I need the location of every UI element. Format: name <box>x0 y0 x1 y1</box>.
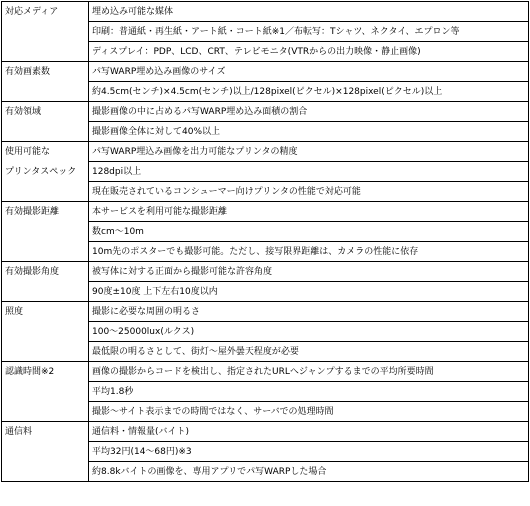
spec-item-label-line: 認識時間※2 <box>5 367 55 377</box>
table-row <box>2 202 529 222</box>
table-row <box>2 302 529 322</box>
spec-item-label-line: 使用可能な <box>5 147 51 157</box>
spec-description: 本サービスを利用可能な撮影距離 <box>89 202 529 222</box>
spec-value: 撮影～サイト表示までの時間ではなく、サーバでの処理時間 <box>89 402 529 422</box>
spec-value: 90度±10度 上下左右10度以内 <box>89 282 529 302</box>
spec-item-label <box>2 102 89 142</box>
spec-description: 通信料・情報量(バイト) <box>89 422 529 442</box>
spec-item-label <box>2 62 89 102</box>
spec-value: 平均32円(14～68円)※3 <box>89 442 529 462</box>
spec-value: 約4.5cm(センチ)×4.5cm(センチ)以上/128pixel(ピクセル)×128pixel(ピクセル)以上 <box>89 82 529 102</box>
spec-value: 平均1.8秒 <box>89 382 529 402</box>
spec-description: パ写WARP埋め込み画像のサイズ <box>89 62 529 82</box>
table-row <box>2 62 529 82</box>
spec-item-label <box>2 202 89 262</box>
spec-item-label-line: 有効撮影距離 <box>5 207 60 217</box>
spec-description: パ写WARP埋込み画像を出力可能なプリンタの精度 <box>89 142 529 162</box>
table-row <box>2 362 529 382</box>
table-row <box>2 102 529 122</box>
spec-value: 数cm～10m <box>89 222 529 242</box>
spec-description: 撮影画像の中に占めるパ写WARP埋め込み面積の割合 <box>89 102 529 122</box>
spec-value: 128dpi以上 <box>89 162 529 182</box>
spec-table-body <box>2 2 529 482</box>
table-row <box>2 422 529 442</box>
spec-item-label <box>2 362 89 422</box>
spec-item-label <box>2 142 89 202</box>
table-row <box>2 2 529 22</box>
table-row <box>2 262 529 282</box>
table-row <box>2 142 529 162</box>
spec-table <box>1 1 529 482</box>
spec-item-label <box>2 262 89 302</box>
spec-description: 埋め込み可能な媒体 <box>89 2 529 22</box>
spec-item-label-line: 通信料 <box>5 427 33 437</box>
spec-item-label <box>2 422 89 482</box>
spec-description: 撮影に必要な周囲の明るさ <box>89 302 529 322</box>
spec-item-label-line: 有効画素数 <box>5 67 51 77</box>
spec-value: 最低限の明るさとして、街灯～屋外曇天程度が必要 <box>89 342 529 362</box>
spec-value: 約8.8kバイトの画像を、専用アプリでパ写WARPした場合 <box>89 462 529 482</box>
spec-value: 100～25000lux(ルクス) <box>89 322 529 342</box>
spec-value: ディスプレイ：PDP、LCD、CRT、テレビモニタ(VTRからの出力映像・静止画像) <box>89 42 529 62</box>
spec-value: 現在販売されているコンシューマー向けプリンタの性能で対応可能 <box>89 182 529 202</box>
spec-value: 撮影画像全体に対して40%以上 <box>89 122 529 142</box>
spec-value: 印刷：普通紙・再生紙・アート紙・コート紙※1／布転写：Tシャツ、ネクタイ、エプロン等 <box>89 22 529 42</box>
spec-value: 10m先のポスターでも撮影可能。ただし、接写限界距離は、カメラの性能に依存 <box>89 242 529 262</box>
spec-item-label <box>2 2 89 62</box>
spec-item-label-line: 照度 <box>5 307 24 317</box>
spec-item-label-line: プリンタスペック <box>5 167 77 177</box>
spec-item-label-line: 対応メディア <box>5 7 59 17</box>
spec-item-label-line: 有効撮影角度 <box>5 267 60 277</box>
spec-description: 画像の撮影からコードを検出し、指定されたURLへジャンプするまでの平均所要時間 <box>89 362 529 382</box>
spec-item-label-line: 有効領域 <box>5 107 42 117</box>
spec-description: 被写体に対する正面から撮影可能な許容角度 <box>89 262 529 282</box>
spec-item-label <box>2 302 89 362</box>
